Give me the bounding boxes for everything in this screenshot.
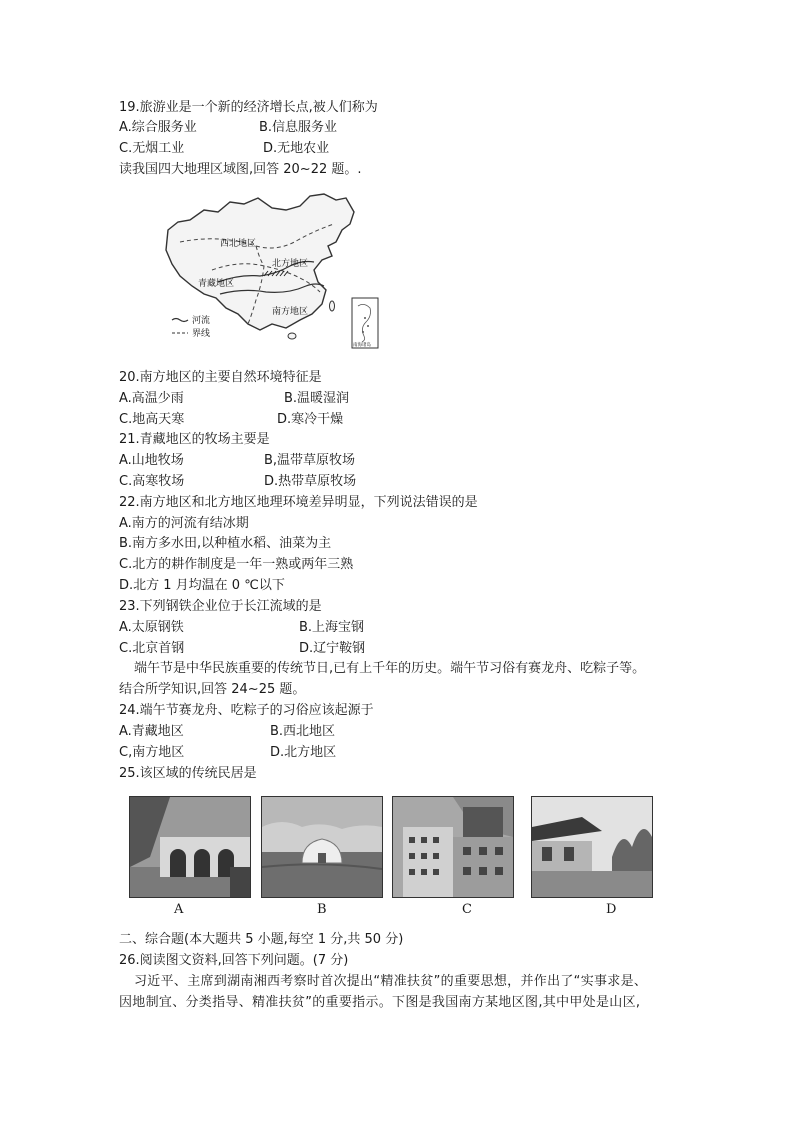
map-label-northwest: 西北地区 [220, 239, 257, 249]
china-regions-map [160, 190, 382, 353]
legend-river: 河流 [192, 316, 211, 326]
map-label-north: 北方地区 [272, 259, 309, 269]
q26-stem: 26.阅读图文资料,回答下列问题。(7 分) [119, 953, 349, 968]
q22-option-c: C.北方的耕作制度是一年一熟或两年三熟 [119, 557, 354, 572]
photo-c-buildings [392, 796, 514, 898]
photo-d-riverside-houses [531, 796, 653, 898]
q25-stem: 25.该区域的传统民居是 [119, 766, 257, 781]
q19-option-b: B.信息服务业 [259, 120, 338, 135]
photo-label-c: C [462, 902, 472, 917]
passage1-line1: 端午节是中华民族重要的传统节日,已有上千年的历史。端午节习俗有赛龙舟、吃粽子等。 [134, 661, 646, 676]
q23-stem: 23.下列钢铁企业位于长江流域的是 [119, 599, 322, 614]
photo-a-cave-dwelling [129, 796, 251, 898]
q20-stem: 20.南方地区的主要自然环境特征是 [119, 370, 322, 385]
q24-option-c: C,南方地区 [119, 745, 185, 760]
q26-text-line1: 习近平、主席到湖南湘西考察时首次提出“精准扶贫”的重要思想，并作出了“实事求是、 [134, 974, 648, 989]
q19-stem: 19.旅游业是一个新的经济增长点,被人们称为 [119, 100, 378, 115]
photo-b-yurt [261, 796, 383, 898]
q21-option-a: A.山地牧场 [119, 453, 184, 468]
q22-stem: 22.南方地区和北方地区地理环境差异明显，下列说法错误的是 [119, 495, 478, 510]
passage1-line2: 结合所学知识,回答 24~25 题。 [119, 682, 306, 697]
q26-text-line2: 因地制宜、分类指导、精准扶贫”的重要指示。下图是我国南方某地区图,其中甲处是山区, [119, 995, 641, 1010]
q21-stem: 21.青藏地区的牧场主要是 [119, 432, 270, 447]
photo-label-b: B [317, 902, 327, 917]
map-label-south: 南方地区 [272, 307, 309, 317]
q22-option-d: D.北方 1 月均温在 0 ℃以下 [119, 578, 285, 593]
section2-heading: 二、综合题(本大题共 5 小题,每空 1 分,共 50 分) [119, 932, 404, 947]
q20-option-c: C.地高天寒 [119, 412, 185, 427]
q24-option-b: B.西北地区 [270, 724, 336, 739]
photo-label-a: A [174, 902, 184, 917]
q23-option-a: A.太原钢铁 [119, 620, 184, 635]
legend-boundary: 界线 [192, 329, 211, 339]
q19-option-d: D.无地农业 [263, 141, 330, 156]
q21-option-b: B,温带草原牧场 [264, 453, 356, 468]
q23-option-b: B.上海宝钢 [299, 620, 365, 635]
map-intro: 读我国四大地理区域图,回答 20~22 题。. [119, 162, 362, 177]
photo-label-d: D [606, 902, 617, 917]
q24-option-d: D.北方地区 [270, 745, 337, 760]
q20-option-b: B.温暖湿润 [284, 391, 350, 406]
map-label-inset: 南海诸岛 [353, 343, 371, 348]
china-outline [166, 194, 354, 330]
q24-stem: 24.端午节赛龙舟、吃粽子的习俗应该起源于 [119, 703, 374, 718]
q22-option-a: A.南方的河流有结冰期 [119, 516, 249, 531]
q19-option-c: C.无烟工业 [119, 141, 185, 156]
map-label-qinghai-tibet: 青藏地区 [198, 279, 235, 289]
q23-option-d: D.辽宁鞍钢 [299, 641, 366, 656]
q21-option-d: D.热带草原牧场 [264, 474, 357, 489]
q22-option-b: B.南方多水田,以种植水稻、油菜为主 [119, 536, 332, 551]
q20-option-d: D.寒冷干燥 [277, 412, 344, 427]
q21-option-c: C.高寒牧场 [119, 474, 185, 489]
q20-option-a: A.高温少雨 [119, 391, 184, 406]
q23-option-c: C.北京首钢 [119, 641, 185, 656]
q24-option-a: A.青藏地区 [119, 724, 184, 739]
q19-option-a: A.综合服务业 [119, 120, 197, 135]
